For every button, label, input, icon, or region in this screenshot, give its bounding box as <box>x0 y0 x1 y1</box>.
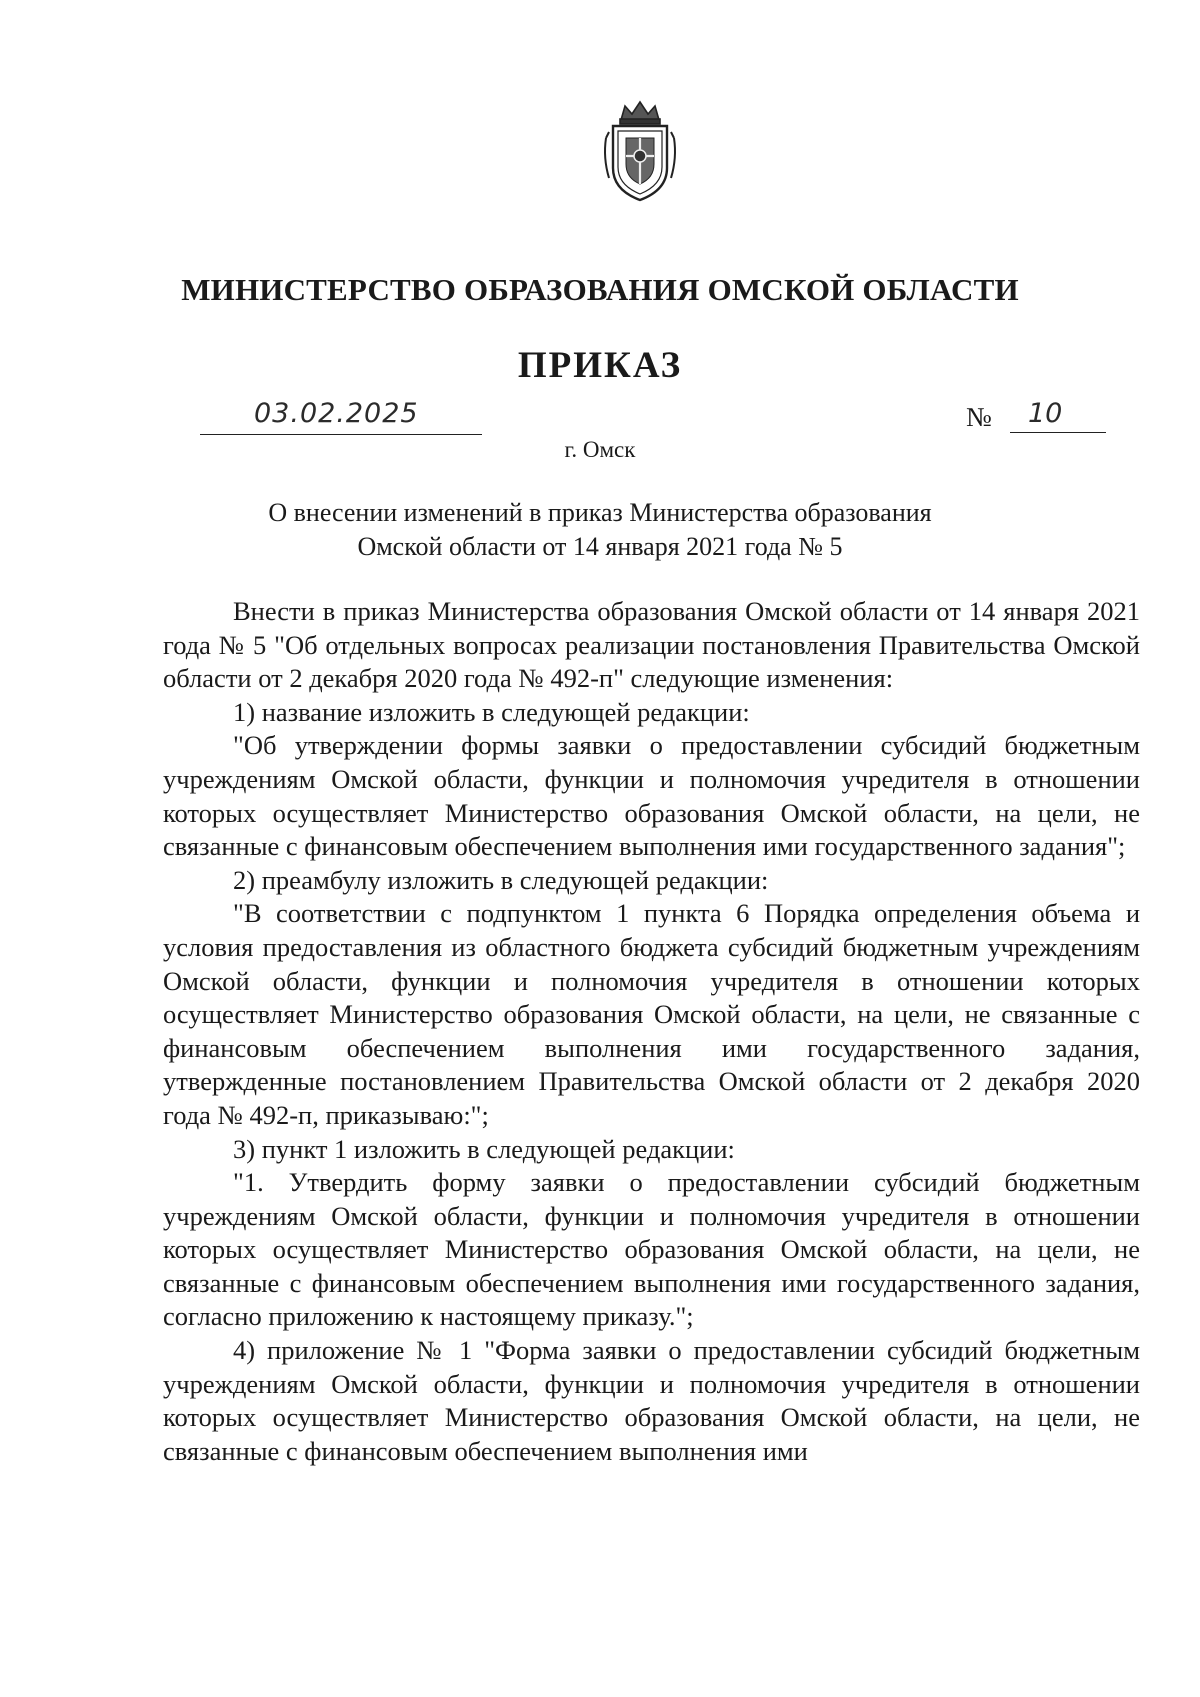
subject-line-2: Омской области от 14 января 2021 года № 5 <box>357 532 843 561</box>
body-paragraph: "1. Утвердить форму заявки о предоставлении субсидий бюджетным учреждениям Омской области, функции и полномочия учредителя в отношении которых осуществляет Министерство образования Омской области, на цели, не связанные с финансовым обеспечением выполнения ими государственного задания, согласно приложению к настоящему приказу."; <box>163 1167 1140 1332</box>
number-field <box>966 398 1106 434</box>
ministry-name: МИНИСТЕРСТВО ОБРАЗОВАНИЯ ОМСКОЙ ОБЛАСТИ <box>181 272 1019 307</box>
body-paragraph: "Об утверждении формы заявки о предоставлении субсидий бюджетным учреждениям Омской области, функции и полномочия учредителя в отношении которых осуществляет Министерство образования Омской области, на цели, не связанные с финансовым обеспечением выполнения ими государственного задания"; <box>163 730 1140 862</box>
body-paragraph: 1) название изложить в следующей редакции: <box>233 696 750 727</box>
document-subject <box>200 496 1000 564</box>
handwritten-number: 10 <box>1028 398 1063 429</box>
document-body <box>163 595 1140 1468</box>
handwritten-date: 03.02.2025 <box>254 398 419 429</box>
number-underline <box>1010 432 1106 433</box>
city: г. Омск <box>564 437 636 462</box>
date-field <box>200 398 482 435</box>
body-paragraph: 4) приложение № 1 "Форма заявки о предоставлении субсидий бюджетным учреждениям Омской области, функции и полномочия учредителя в отношении которых осуществляет Министерство образования Омской области, на цели, не связанные с финансовым обеспечением выполнения ими <box>163 1335 1140 1466</box>
body-paragraph: 2) преамбулу изложить в следующей редакции: <box>233 864 769 895</box>
body-paragraph: 3) пункт 1 изложить в следующей редакции: <box>233 1133 735 1164</box>
subject-line-1: О внесении изменений в приказ Министерства образования <box>268 498 932 527</box>
document-type: ПРИКАЗ <box>517 345 683 386</box>
body-paragraph: "В соответствии с подпунктом 1 пункта 6 Порядка определения объема и условия предоставления из областного бюджета субсидий бюджетным учреждениям Омской области, функции и полномочия учредителя в отношении которых осуществляет Министерство образования Омской области, на цели, не связанные с финансовым обеспечением выполнения ими государственного задания, утвержденные постановлением Правительства Омской области от 2 декабря 2020 года № 492-п, приказываю:"; <box>163 898 1140 1130</box>
body-paragraph: Внести в приказ Министерства образования Омской области от 14 января 2021 года № 5 "Об отдельных вопросах реализации постановления Правительства Омской области от 2 декабря 2020 года № 492-п" следующие изменения: <box>163 596 1140 694</box>
coat-of-arms-icon <box>601 98 679 204</box>
number-sign: № <box>966 402 992 432</box>
